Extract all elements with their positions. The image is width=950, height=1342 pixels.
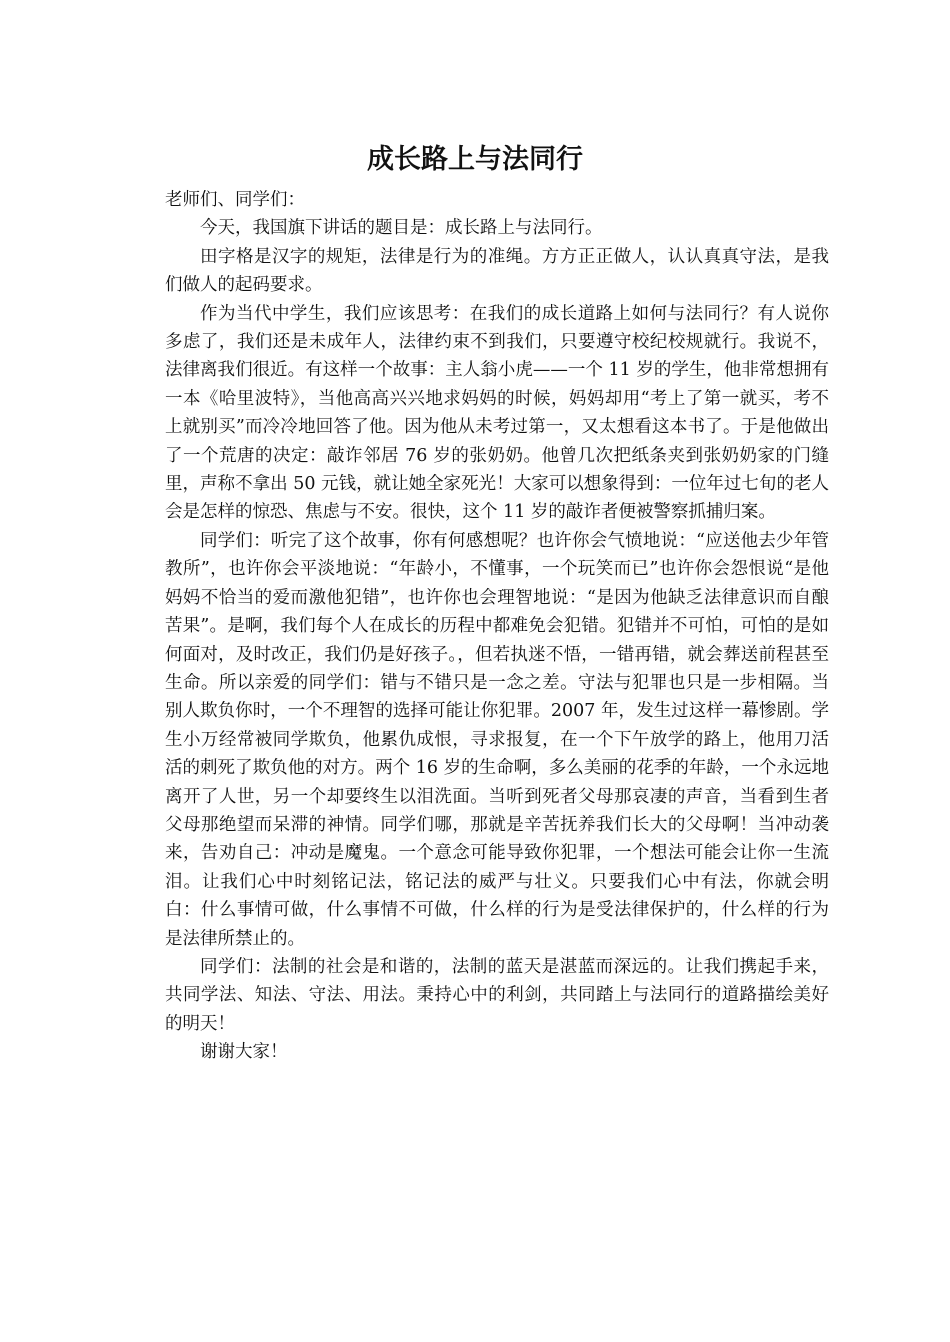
paragraph-thanks: 谢谢大家！ [200,1042,288,1063]
salutation: 老师们、同学们： [165,190,305,210]
paragraph-law-rule: 田字格是汉字的规矩，法律是行为的准绳。方方正正做人，认认真真守法，是我们做人的起码要求。 [165,246,829,296]
document-title: 成长路上与法同行 [367,144,583,175]
paragraph-closing: 同学们：法制的社会是和谐的，法制的蓝天是湛蓝而深远的。让我们携起手来，共同学法、知法、守法、用法。秉持心中的利剑，共同踏上与法同行的道路描绘美好的明天！ [165,956,829,1034]
paragraph-reflection: 同学们：听完了这个故事，你有何感想呢？也许你会气愤地说：“应送他去少年管教所”，也许你会平淡地说：“年龄小，不懂事，一个玩笑而已”也许你会怨恨说“是他妈妈不恰当的爱而激他犯错”，也许你也会理智地说：“是因为他缺乏法律意识而自酿苦果”。是啊，我们每个人在成长的历程中都难免会犯错。犯错并不可怕，可怕的是如何面对，及时改正，我们仍是好孩子。，但若执迷不悟，一错再错，就会葬送前程甚至生命。所以亲爱的同学们：错与不错只是一念之差。守法与犯罪也只是一步相隔。当别人欺负你时，一个不理智的选择可能让你犯罪。2007 年，发生过这样一幕惨剧。学生小万经常被同学欺负，他累仇成恨，寻求报复，在一个下午放学的路上，他用刀活活的刺死了欺负他的对方。两个 16 岁的生命啊，多么美丽的花季的年龄，一个永远地离开了人世，另一个却要终生以泪洗面。当听到死者父母那哀凄的声音，当看到生者父母那绝望而呆滞的神情。同学们哪，那就是辛苦抚养我们长大的父母啊！当冲动袭来，告劝自己：冲动是魔鬼。一个意念可能导致你犯罪，一个想法可能会让你一生流泪。让我们心中时刻铭记法，铭记法的威严与壮义。只要我们心中有法，你就会明白：什么事情可做，什么事情不可做，什么样的行为是受法律保护的，什么样的行为是法律所禁止的。 [165,530,829,949]
paragraph-story: 作为当代中学生，我们应该思考：在我们的成长道路上如何与法同行？有人说你多虑了，我们还是未成年人，法律约束不到我们，只要遵守校纪校规就行。我说不，法律离我们很近。有这样一个故事：主人翁小虎——一个 11 岁的学生，他非常想拥有一本《哈里波特》，当他高高兴兴地求妈妈的时候，妈妈却用“考上了第一就买，考不上就别买”而冷冷地回答了他。因为他从未考过第一，又太想看这本书了。于是他做出了一个荒唐的决定：敲诈邻居 76 岁的张奶奶。他曾几次把纸条夹到张奶奶家的门缝里，声称不拿出 50 元钱，就让她全家死光！大家可以想象得到：一位年过七旬的老人会是怎样的惊恐、焦虑与不安。很快，这个 11 岁的敲诈者便被警察抓捕归案。 [165,303,829,523]
paragraph-intro: 今天，我国旗下讲话的题目是：成长路上与法同行。 [200,218,603,239]
document-body [165,186,829,1067]
